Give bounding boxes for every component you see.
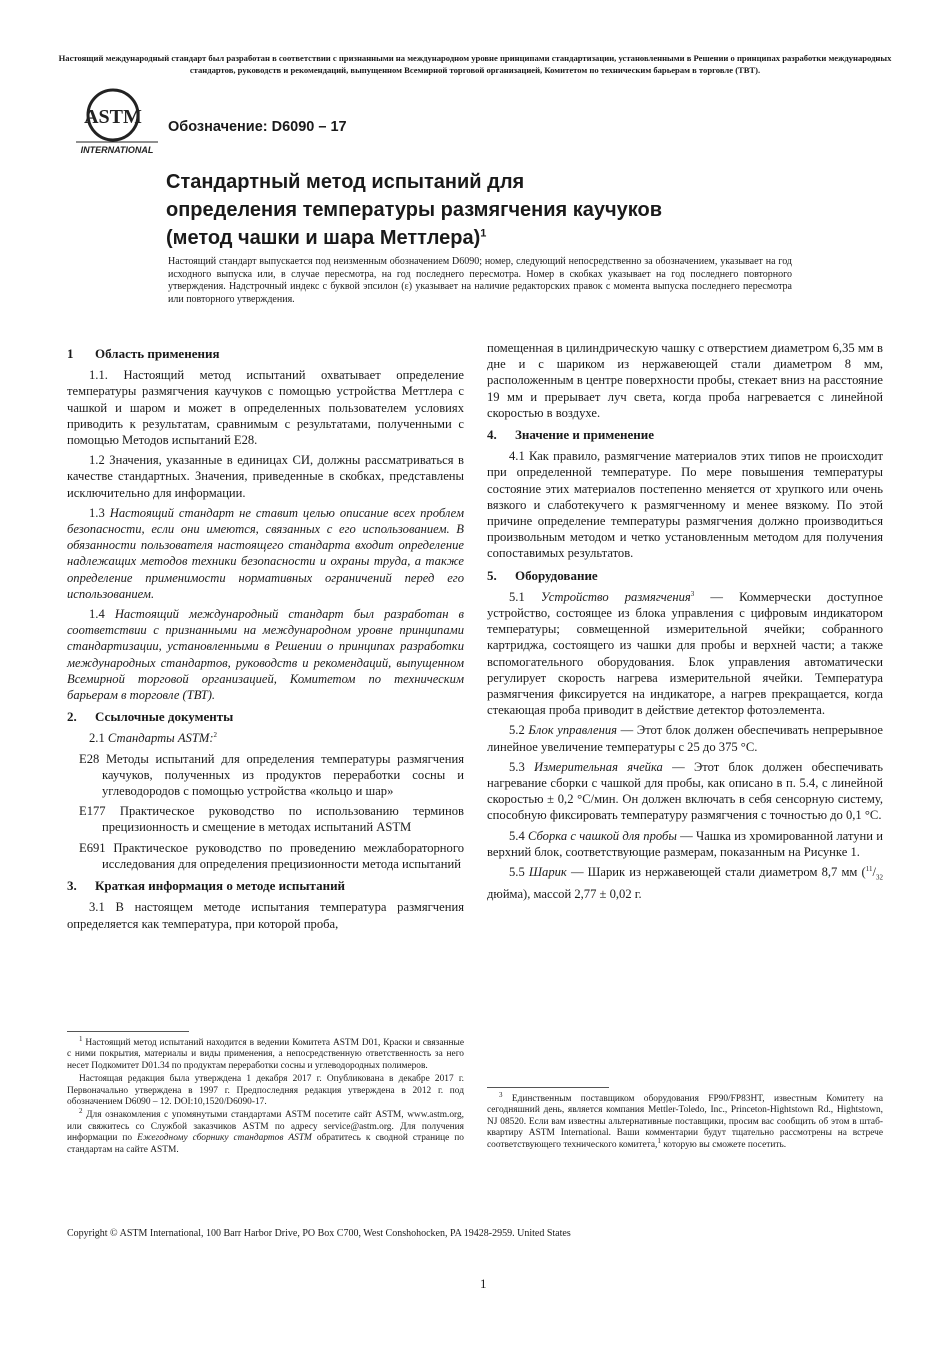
paragraph-4-1: 4.1 Как правило, размягчение материалов этих типов не происходит при определенной температуре. По мере повышения температуры состояние этих материалов постепенно меняется от хрупкого или очень вязкого и слаботекучего к размягченному и менее вязкому. По этой причине определение температуры размягчения должно производиться произвольным методом и четко установленным методом для получения сопоставимых результатов. (487, 449, 883, 561)
section-3-heading: 3. Краткая информация о методе испытаний (67, 878, 346, 894)
standards-notice: Настоящий международный стандарт был разработан в соответствии с признанными на международном уровне принципами стандартизации, установленными в Решении о принципах разработки международных стандартов, руководств и рекомендаций, выпущенном Всемирной торговой организацией, Комитетом по техническим барьерам в торговле (ТВТ). (58, 53, 892, 75)
right-column (487, 340, 883, 906)
footnotes-left (67, 1034, 465, 1158)
reference-e177: E177 Практическое руководство по использованию терминов прецизионность и смещение в методах испытаний ASTM (79, 804, 464, 835)
logo-text: ASTM (84, 106, 142, 128)
paragraph-3-1-start: 3.1 В настоящем методе испытания температура размягчения определяется как температура, при которой проба, (67, 900, 464, 931)
section-1-heading: 1 Область применения (67, 346, 220, 361)
footnote-1b: Настоящая редакция была утверждена 1 декабря 2017 г. Опубликована в декабре 2017 г. Первоначально утверждена в 1997 г. Предпоследняя редакция утверждена в 2012 г. под обозначением D6090 – 12. DOI:10,1520/D6090-17. (67, 1074, 464, 1108)
page-number: 1 (480, 1276, 487, 1291)
paragraph-5-3: 5.3 Измерительная ячейка — Этот блок должен обеспечивать нагревание сборки с чашкой для пробы, как описано в п. 5.4, с линейной скоростью ± 0,2 °С/мин. Он должен включать в себя сенсорную систему, способную фиксировать температуру размягчения с точностью до 0,1 °С. (487, 759, 883, 823)
footnote-3: $^3$ Единственным поставщиком оборудования FP90/FP83HT, известным Комитету на сегодняшний день, является компания Mettler-Toledo, Inc., Princeton-Hightstown Rd., Hightstown, NJ 08520. Если вам известны альтернативные поставщики, просим вас сообщить об этом в штаб-квартиру ASTM International. Ваши комментарии будут тщательно рассмотрены на встрече соответствующего технического комитета,$^1$ которую вы сможете посетить. (487, 1090, 883, 1150)
footnote-separator-right (487, 1087, 609, 1088)
footnote-2: $^2$ Для ознакомления с упомянутыми стандартами ASTM посетите сайт ASTM, www.astm.org, или свяжитесь со Службой заказчиков ASTM по адресу service@astm.org. Для получения информации по Ежегодному сборнику стандартов ASTM обратитесь к сводной странице по стандартам на сайте ASTM. (67, 1107, 465, 1155)
document-title: Стандартный метод испытаний для определения температуры размягчения каучуков (метод чашки и шара Меттлера)$^1$ (166, 171, 663, 249)
reference-e28: E28 Методы испытаний для определения температуры размягчения каучуков, полученных из продуктов переработки сосны и углеводородов с помощью устройства «кольцо и шар» (79, 751, 464, 799)
paragraph-5-5: 5.5 Шарик — Шарик из нержавеющей стали диаметром 8,7 мм ($^{11}/_{32}$ дюйма), массой 2,77 ± 0,02 г. (487, 864, 883, 901)
footnotes-right (487, 1090, 883, 1153)
paragraph-5-1: 5.1 Устройство размягчения$^3$ — Коммерчески доступное устройство, состоящее из блока управления с цифровым индикатором температуры; совмещенной измерительной ячейки; собранного картриджа, состоящего из чашки для пробы и верхней части; а также вспомогательного оборудования. Блок управления автоматически регулирует скорость нагрева измерительной ячейки. Температура размягчения фиксируется на индикаторе, а нагрев прекращается, когда стекающая проба приводит в действие детектор фотоэлемента. (487, 589, 883, 718)
paragraph-5-4: 5.4 Сборка с чашкой для пробы — Чашка из хромированной латуни и верхний блок, соответствующие размерам, показанным на Рисунке 1. (487, 828, 883, 859)
left-column (67, 340, 464, 936)
paragraph-1-1: 1.1. Настоящий метод испытаний охватывает определение температуры размягчения каучуков с помощью устройства Меттлера с чашкой и шаром и может в определенных пользователем условиях приводить к результатам, сравнимым с результатами, полученными с помощью Методов испытаний E28. (67, 368, 464, 448)
paragraph-1-3: 1.3 Настоящий стандарт не ставит целью описание всех проблем безопасности, если они имеются, связанных с его использованием. В обязанности пользователя настоящего стандарта входит определение надлежащих методов техники безопасности и охраны труда, а также определение применимости нормативных ограничений перед его использованием. (67, 505, 464, 601)
copyright: Copyright © ASTM International, 100 Barr Harbor Drive, PO Box C700, West Conshohocken, PA 19428-2959. United States (67, 1228, 571, 1239)
intro-note: Настоящий стандарт выпускается под неизменным обозначением D6090; номер, следующий непосредственно за обозначением, указывает на год исходного выпуска или, в случае пересмотра, на год последнего пересмотра. Номер в скобках указывает на год последнего повторного утверждения. Надстрочный индекс с буквой эпсилон (ε) указывает на наличие редакторских правок с момента выпуска последнего пересмотра или повторного утверждения. (168, 256, 792, 306)
paragraph-2-1: 2.1 Стандарты ASTM:$^2$ (89, 731, 218, 746)
astm-logo (74, 85, 160, 157)
section-2-heading: 2. Ссылочные документы (67, 709, 234, 725)
paragraph-1-2: 1.2 Значения, указанные в единицах СИ, должны рассматриваться в качестве стандартных. Значения, приведенные в скобках, представлены исключительно для информации. (67, 453, 464, 500)
reference-e691: E691 Практическое руководство по проведению межлабораторного исследования для определения прецизионности метода испытаний (79, 840, 464, 871)
paragraph-1-4: 1.4 Настоящий международный стандарт был разработан в соответствии с признанными на международном уровне принципами стандартизации, установленными в Решении о принципах разработки международных стандартов, руководств и рекомендаций, выпущенном Всемирной торговой организацией, Комитетом по техническим барьерам в торговле (ТВТ). (67, 607, 464, 703)
designation: Обозначение: D6090 – 17 (168, 119, 347, 135)
paragraph-5-2: 5.2 Блок управления — Этот блок должен обеспечивать непрерывное линейное увеличение температуры с 25 до 375 °С. (487, 723, 884, 754)
footnote-separator-left (67, 1031, 189, 1032)
logo-subtext: INTERNATIONAL (80, 145, 154, 155)
footnote-1: $^1$ Настоящий метод испытаний находится в ведении Комитета ASTM D01, Краски и связанные с ними покрытия, материалы и виды применения, а непосредственную ответственность за него несет Подкомитет D01.34 по продуктам переработки сосны и углеводородных полимеров. (67, 1034, 464, 1071)
section-4-heading: 4. Значение и применение (487, 427, 655, 443)
paragraph-3-1-continued: помещенная в цилиндрическую чашку с отверстием диаметром 6,35 мм в дне и с шариком из нержавеющей стали диаметром 8 мм, расположенным в центре поверхности пробы, стекает вниз на расстояние 19 мм и прерывает луч света, когда проба нагревается с линейной скоростью в воздухе. (487, 341, 883, 420)
section-5-heading: 5. Оборудование (487, 567, 598, 583)
